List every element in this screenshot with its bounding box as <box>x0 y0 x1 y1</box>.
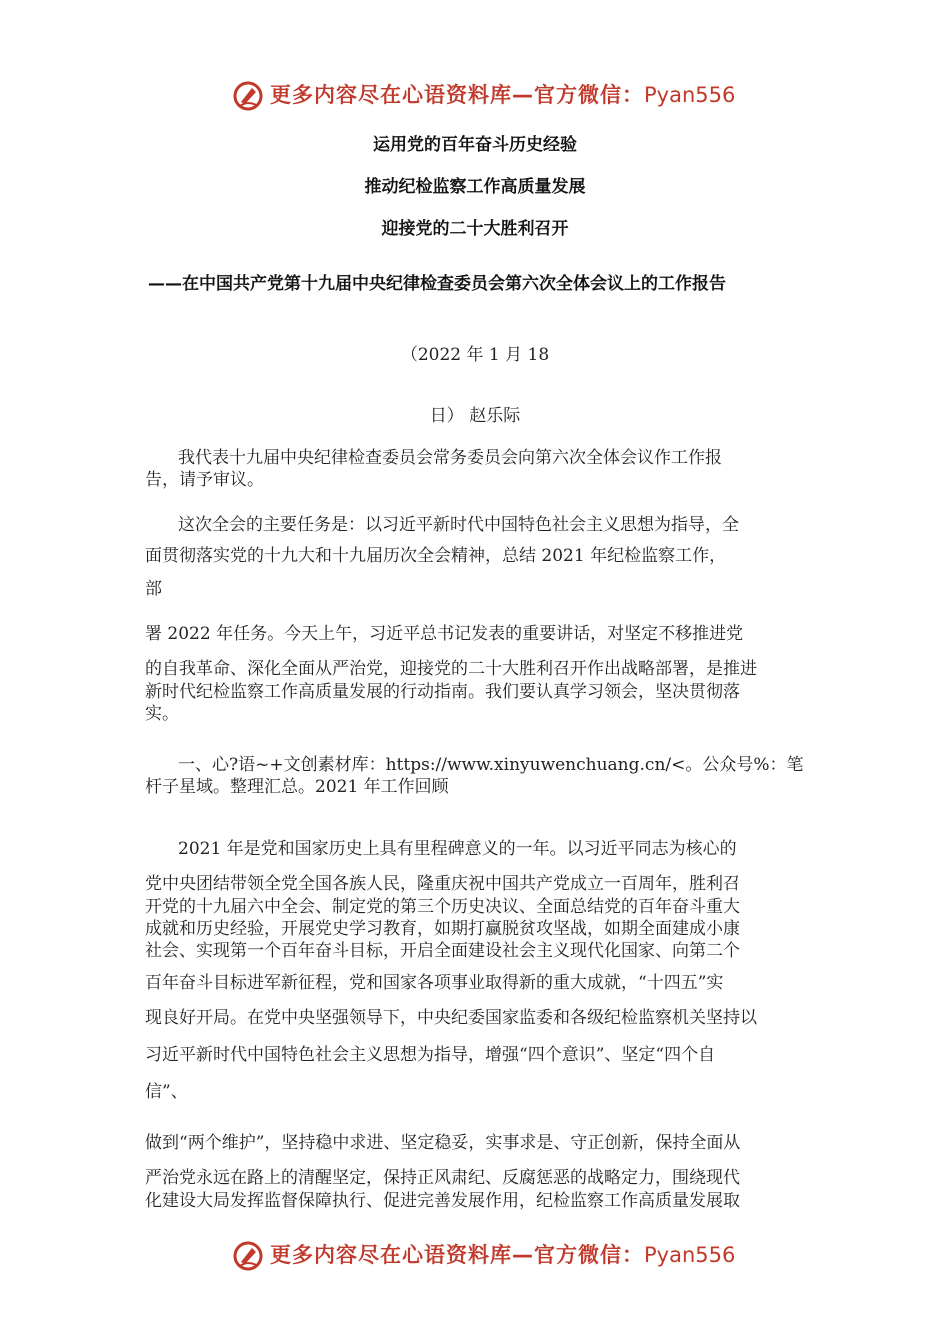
body-line: 我代表十九届中央纪律检查委员会常务委员会向第六次全体会议作工作报 <box>178 448 722 468</box>
title-line-1: 运用党的百年奋斗历史经验 <box>373 135 577 155</box>
body-line: 署 2022 年任务。今天上午，习近平总书记发表的重要讲话，对坚定不移推进党 <box>145 624 744 644</box>
body-line: 信”、 <box>145 1082 188 1102</box>
body-line: 现良好开局。在党中央坚强领导下，中央纪委国家监委和各级纪检监察机关坚持以 <box>145 1008 757 1028</box>
body-line: 严治党永远在路上的清醒坚定，保持正风肃纪、反腐惩恶的战略定力，围绕现代 <box>145 1168 740 1188</box>
body-line: 化建设大局发挥监督保障执行、促进完善发展作用，纪检监察工作高质量发展取 <box>145 1191 740 1211</box>
report-subtitle: ——在中国共产党第十九届中央纪律检查委员会第六次全体会议上的工作报告 <box>148 274 726 294</box>
section-heading-line: 杆子星域。整理汇总。2021 年工作回顾 <box>145 777 449 797</box>
body-line: 新时代纪检监察工作高质量发展的行动指南。我们要认真学习领会，坚决贯彻落 <box>145 682 740 702</box>
body-line: 百年奋斗目标进军新征程，党和国家各项事业取得新的重大成就，“十四五”实 <box>145 973 724 993</box>
body-line: 面贯彻落实党的十九大和十九届历次全会精神，总结 2021 年纪检监察工作， <box>145 546 727 566</box>
body-line: 社会、实现第一个百年奋斗目标，开启全面建设社会主义现代化国家、向第二个 <box>145 941 740 961</box>
title-line-2: 推动纪检监察工作高质量发展 <box>364 177 586 197</box>
logo-icon <box>232 80 264 112</box>
section-heading-line: 一、心?语~+文创素材库：https://www.xinyuwenchuang.cn/<。公众号%：笔 <box>178 755 804 775</box>
author-line: 日） 赵乐际 <box>429 406 521 426</box>
body-line: 2021 年是党和国家历史上具有里程碑意义的一年。以习近平同志为核心的 <box>178 839 737 859</box>
body-line: 习近平新时代中国特色社会主义思想为指导，增强“四个意识”、坚定“四个自 <box>145 1045 716 1065</box>
title-line-3: 迎接党的二十大胜利召开 <box>381 219 569 239</box>
watermark-text: 更多内容尽在心语资料库—官方微信：Pyan556 <box>270 1243 736 1267</box>
body-line: 开党的十九届六中全会、制定党的第三个历史决议、全面总结党的百年奋斗重大 <box>145 897 740 917</box>
body-line: 党中央团结带领全党全国各族人民，隆重庆祝中国共产党成立一百周年，胜利召 <box>145 874 740 894</box>
date-line: （2022 年 1 月 18 <box>400 345 550 365</box>
watermark-banner-bottom <box>0 1236 950 1276</box>
body-line: 实。 <box>145 704 179 724</box>
body-line: 的自我革命、深化全面从严治党，迎接党的二十大胜利召开作出战略部署，是推进 <box>145 659 757 679</box>
logo-icon <box>232 1240 264 1272</box>
body-line: 告，请予审议。 <box>145 470 264 490</box>
body-line: 做到“两个维护”，坚持稳中求进、坚定稳妥，实事求是、守正创新，保持全面从 <box>145 1133 741 1153</box>
body-line: 部 <box>145 579 162 599</box>
body-line: 成就和历史经验，开展党史学习教育，如期打赢脱贫攻坚战，如期全面建成小康 <box>145 919 740 939</box>
watermark-banner-top <box>0 76 950 116</box>
body-line: 这次全会的主要任务是：以习近平新时代中国特色社会主义思想为指导，全 <box>178 515 739 535</box>
watermark-text: 更多内容尽在心语资料库—官方微信：Pyan556 <box>270 83 736 107</box>
